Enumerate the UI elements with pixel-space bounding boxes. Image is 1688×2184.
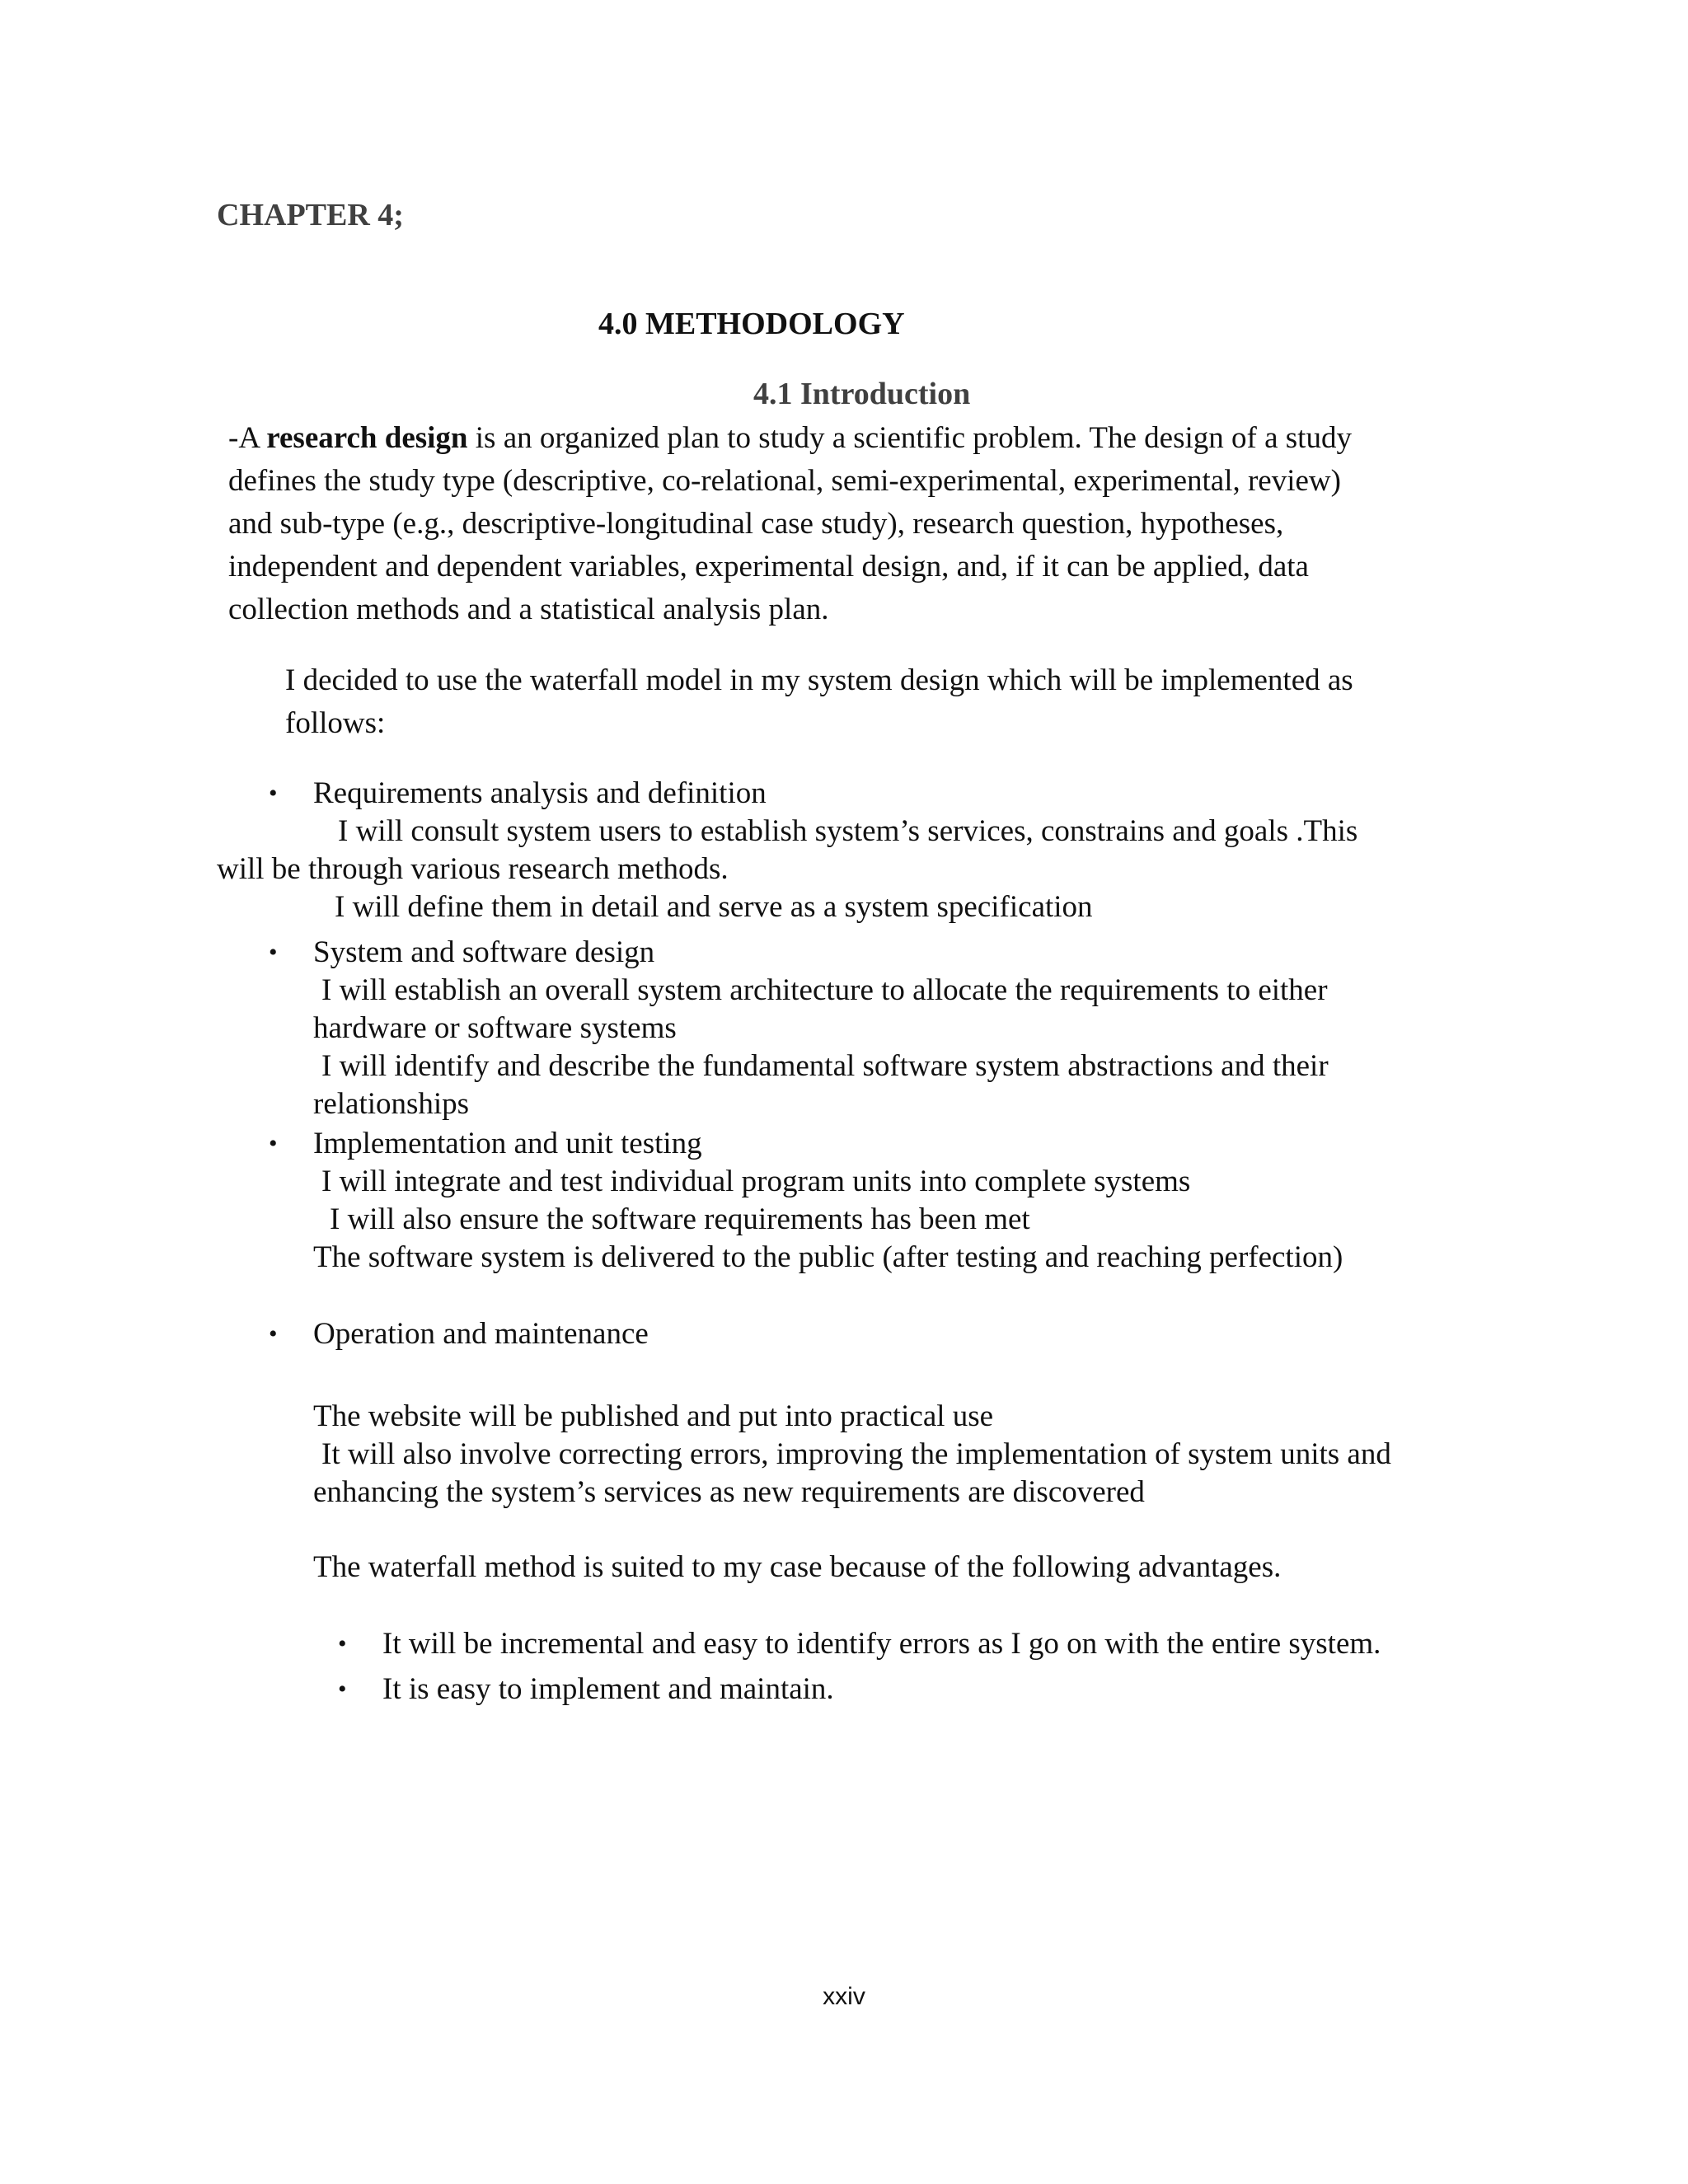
- intro-line-3: and sub-type (e.g., descriptive-longitudinal case study), research question, hypotheses,: [228, 507, 1284, 541]
- phase-line: enhancing the system’s services as new requirements are discovered: [313, 1475, 1145, 1509]
- intro-line-1-rest: is an organized plan to study a scientific problem. The design of a study: [467, 421, 1352, 455]
- phase-line: It will also involve correcting errors, improving the implementation of system units and: [321, 1437, 1391, 1471]
- bullet-marker: •: [269, 939, 278, 966]
- advantage-item: It is easy to implement and maintain.: [382, 1672, 834, 1706]
- decision-line-1: I decided to use the waterfall model in my system design which will be implemented as: [285, 663, 1353, 697]
- advantage-item: It will be incremental and easy to identify errors as I go on with the entire system.: [382, 1627, 1381, 1661]
- phase-line: hardware or software systems: [313, 1011, 677, 1045]
- advantages-intro: The waterfall method is suited to my case because of the following advantages.: [313, 1550, 1282, 1584]
- bullet-marker: •: [269, 1130, 278, 1157]
- bullet-marker: •: [338, 1630, 347, 1657]
- decision-paragraph: [285, 659, 1353, 745]
- section-title: 4.0 METHODOLOGY: [598, 307, 905, 341]
- bullet-marker: •: [269, 780, 278, 807]
- phase-line: I will define them in detail and serve as a system specification: [335, 890, 1093, 924]
- subsection-title: 4.1 Introduction: [753, 377, 971, 411]
- intro-line-5: collection methods and a statistical analysis plan.: [228, 593, 829, 626]
- phase-line: relationships: [313, 1087, 470, 1121]
- page-number: xxiv: [823, 1983, 865, 2010]
- phase-line: I will consult system users to establish system’s services, constrains and goals .This: [338, 814, 1358, 848]
- decision-line-2: follows:: [285, 706, 386, 740]
- intro-line-2: defines the study type (descriptive, co-relational, semi-experimental, experimental, review): [228, 464, 1341, 498]
- phase-title-requirements: Requirements analysis and definition: [313, 776, 767, 810]
- phase-line: will be through various research methods.: [217, 852, 729, 886]
- bullet-marker: •: [338, 1675, 347, 1703]
- intro-prefix: -A: [228, 421, 267, 455]
- bullet-marker: •: [269, 1320, 278, 1347]
- intro-line-1: [228, 417, 1498, 460]
- phase-title-design: System and software design: [313, 935, 655, 969]
- chapter-label: CHAPTER 4;: [217, 198, 404, 232]
- phase-line: The website will be published and put into practical use: [313, 1399, 994, 1433]
- phase-title-implementation: Implementation and unit testing: [313, 1127, 702, 1160]
- intro-paragraph: [228, 417, 1498, 631]
- phase-line: I will also ensure the software requirements has been met: [330, 1202, 1030, 1236]
- phase-title-operation: Operation and maintenance: [313, 1317, 649, 1351]
- phase-line: I will identify and describe the fundamental software system abstractions and their: [321, 1049, 1329, 1083]
- phase-line: I will integrate and test individual program units into complete systems: [321, 1165, 1191, 1198]
- phase-line: The software system is delivered to the public (after testing and reaching perfection): [313, 1240, 1343, 1274]
- research-design-term: research design: [266, 421, 468, 455]
- phase-line: I will establish an overall system architecture to allocate the requirements to either: [321, 973, 1328, 1007]
- intro-line-4: independent and dependent variables, experimental design, and, if it can be applied, data: [228, 550, 1309, 583]
